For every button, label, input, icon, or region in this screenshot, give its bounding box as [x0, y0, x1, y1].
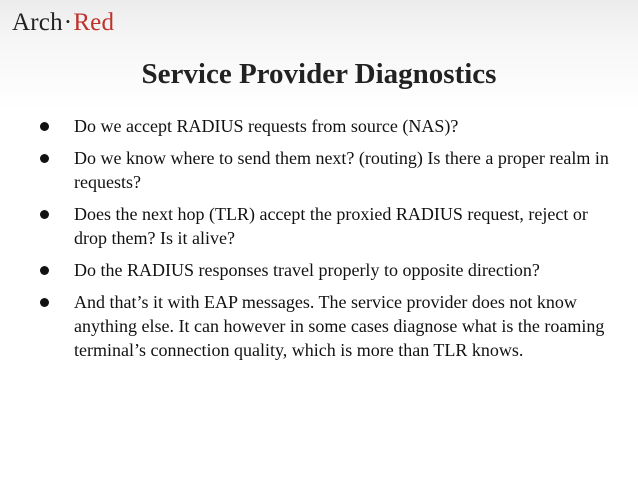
- brand-logo: [12, 8, 114, 38]
- bullet-text: Do we know where to send them next? (routing) Is there a proper realm in requests?: [74, 148, 609, 192]
- bullet-item: [28, 114, 618, 138]
- brand-separator: ·: [63, 9, 73, 36]
- bullet-item: [28, 146, 618, 194]
- bullet-list: [28, 114, 618, 370]
- bullet-dot-icon: [40, 210, 49, 219]
- brand-name-arch: Arch: [12, 9, 63, 36]
- bullet-dot-icon: [40, 154, 49, 163]
- bullet-item: [28, 202, 618, 250]
- bullet-dot-icon: [40, 122, 49, 131]
- bullet-text: Does the next hop (TLR) accept the proxied RADIUS request, reject or drop them? Is it alive?: [74, 204, 588, 248]
- bullet-dot-icon: [40, 298, 49, 307]
- bullet-dot-icon: [40, 266, 49, 275]
- slide-title: Service Provider Diagnostics: [141, 58, 497, 90]
- brand-name-red: Red: [73, 9, 115, 36]
- bullet-text: Do the RADIUS responses travel properly to opposite direction?: [74, 260, 540, 280]
- bullet-text: Do we accept RADIUS requests from source (NAS)?: [74, 116, 459, 136]
- bullet-item: [28, 290, 618, 362]
- bullet-text: And that’s it with EAP messages. The service provider does not know anything else. It can however in some cases diagnose what is the roaming terminal’s connection quality, which is more than TLR knows.: [74, 292, 605, 360]
- bullet-item: [28, 258, 618, 282]
